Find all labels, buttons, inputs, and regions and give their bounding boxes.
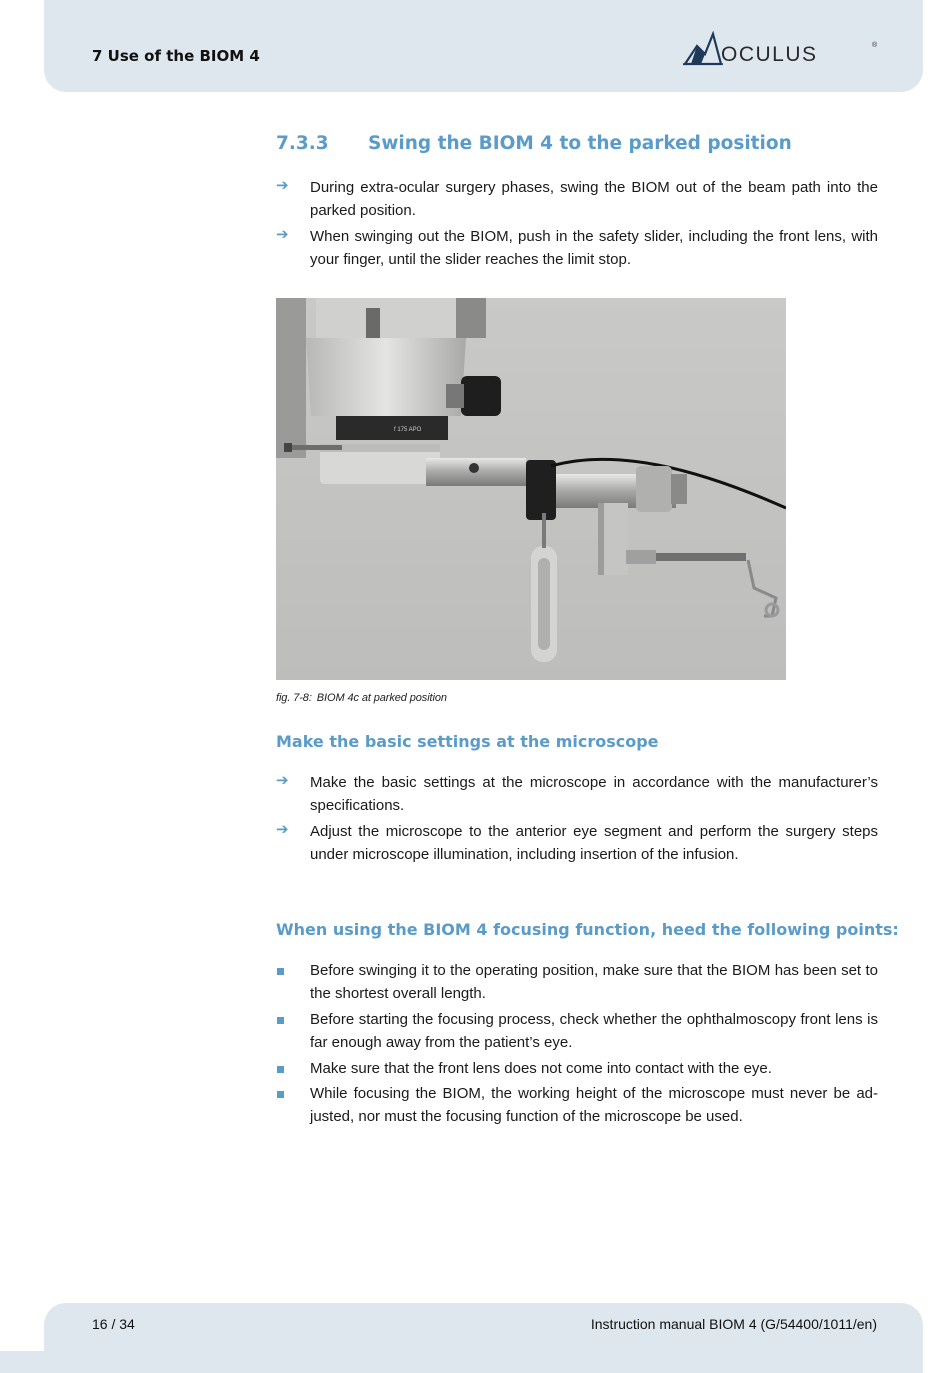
biom-microscope-illustration (276, 298, 786, 680)
list-item-text: When swinging out the BIOM, push in the safety slider, including the front lens, with your finger, until the slider reaches the limit stop. (310, 228, 878, 268)
registered-mark: ® (872, 42, 878, 49)
footer-band (44, 1303, 923, 1373)
list-item (276, 820, 878, 866)
section-heading (276, 133, 792, 154)
square-bullet-icon (277, 968, 284, 975)
list-item-text: Before starting the focusing process, check whether the ophthalmoscopy front lens is far enough away from the patient’s eye. (310, 1011, 878, 1051)
section-title: Swing the BIOM 4 to the parked position (368, 133, 792, 154)
list-item-text: Before swinging it to the operating position, make sure that the BIOM has been set to the shortest overall length. (310, 962, 878, 1002)
list-item (276, 1008, 878, 1054)
arrow-right-icon: ➔ (276, 225, 289, 243)
lens-marking: f 175 APO (394, 427, 422, 433)
list-item (276, 1082, 878, 1128)
list-item-text: Adjust the microscope to the anterior eye segment and perform the surgery steps under microscope illumination, including insertion of the infusion. (310, 823, 878, 863)
document-id: Instruction manual BIOM 4 (G/54400/1011/en) (590, 1316, 877, 1332)
footer-corner (0, 1351, 44, 1373)
list-item-text: During extra-ocular surgery phases, swing the BIOM out of the beam path into the parked position. (310, 179, 878, 219)
list-item-text: Make sure that the front lens does not come into contact with the eye. (310, 1060, 772, 1077)
list-item (276, 771, 878, 817)
logo-wordmark: OCULUS (721, 43, 818, 66)
square-bullet-icon (277, 1066, 284, 1073)
list-item-text: Make the basic settings at the microscope in accordance with the manufacturer’s specifications. (310, 774, 878, 814)
subsection-title: Make the basic settings at the microscope (276, 732, 659, 751)
subsection-title: When using the BIOM 4 focusing function, heed the following points: (276, 920, 899, 939)
page-number: 16 / 34 (92, 1316, 135, 1332)
square-bullet-icon (277, 1091, 284, 1098)
list-item (276, 959, 878, 1005)
section-number: 7.3.3 (276, 133, 329, 154)
list-item (276, 176, 878, 222)
arrow-right-icon: ➔ (276, 771, 289, 789)
chapter-title: 7 Use of the BIOM 4 (92, 47, 260, 65)
figure-photo (276, 298, 786, 680)
arrow-right-icon: ➔ (276, 176, 289, 194)
figure-caption-text: BIOM 4c at parked position (316, 692, 447, 704)
square-bullet-icon (277, 1017, 284, 1024)
oculus-logo (683, 28, 883, 72)
oculus-logo-icon (683, 28, 723, 72)
figure-label: fig. 7-8: (276, 692, 312, 704)
list-item-text: While focusing the BIOM, the working height of the microscope must never be ad-justed, nor must the focusing function of the microscope be used. (310, 1085, 878, 1125)
arrow-right-icon: ➔ (276, 820, 289, 838)
list-item (276, 225, 878, 271)
figure-caption (276, 692, 447, 704)
list-item (276, 1057, 878, 1080)
